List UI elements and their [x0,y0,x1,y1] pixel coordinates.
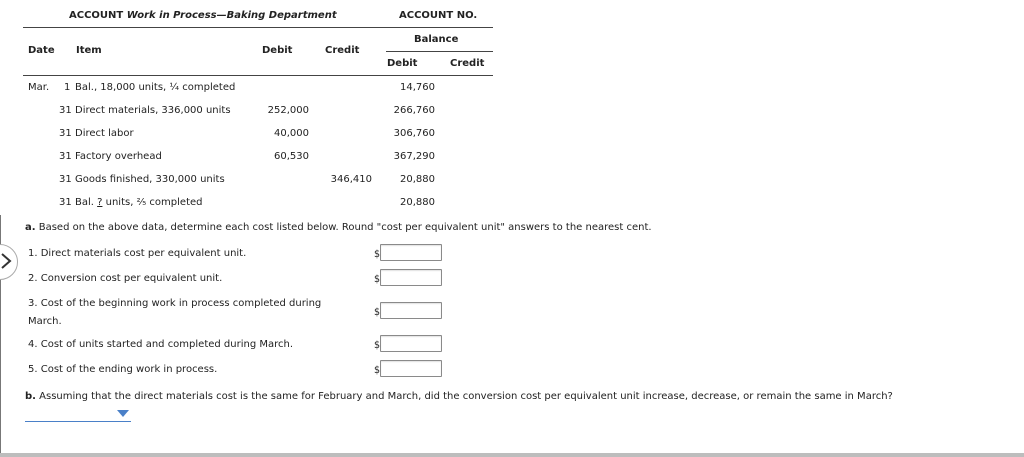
row-item: Bal. ? units, ⅖ completed [75,197,203,208]
debit-header: Debit [262,45,293,56]
units-question-link[interactable]: ? [97,197,103,208]
currency-symbol: $ [374,307,381,318]
question-3: 3. Cost of the beginning work in process completed during [28,298,322,309]
account-no-label: ACCOUNT NO. [399,10,478,21]
row-day: 1 [64,82,71,93]
row-credit: 346,410 [330,174,372,185]
balance-subheader-rule [386,51,493,52]
account-name: Work in Process—Baking Department [126,10,337,21]
balance-header: Balance [414,34,459,45]
row-balance-debit: 20,880 [400,197,435,208]
row-day: 31 [59,128,72,139]
account-label: ACCOUNT Work in Process—Baking Department [69,10,337,21]
row-day: 31 [59,174,72,185]
currency-symbol: $ [374,365,381,376]
question-4: 4. Cost of units started and completed during March. [28,339,294,350]
ending-wip-cost-input[interactable] [380,360,442,377]
ledger-top-rule [23,27,493,28]
conversion-cost-input[interactable] [380,269,442,286]
bottom-scrollbar[interactable] [0,453,1024,457]
row-item: Goods finished, 330,000 units [75,174,225,185]
row-day: 31 [59,151,72,162]
credit-header: Credit [325,45,360,56]
conversion-cost-change-select[interactable] [27,406,115,420]
row-day: 31 [59,197,72,208]
chevron-right-icon[interactable] [0,253,12,269]
balance-credit-header: Credit [450,58,485,69]
row-balance-debit: 306,760 [393,128,435,139]
caret-down-icon[interactable] [117,410,129,418]
currency-symbol: $ [374,274,381,285]
balance-debit-header: Debit [387,58,418,69]
currency-symbol: $ [374,249,381,260]
direct-materials-cost-input[interactable] [380,244,442,261]
beginning-wip-cost-input[interactable] [380,302,442,319]
row-item: Direct materials, 336,000 units [75,105,231,116]
part-a-instruction: a. Based on the above data, determine each cost listed below. Round "cost per equivalent unit" answers to the nearest cent. [25,222,652,233]
row-day: 31 [59,105,72,116]
question-2: 2. Conversion cost per equivalent unit. [28,273,223,284]
row-item: Direct labor [75,128,134,139]
conversion-cost-change-select-underline[interactable] [25,421,131,422]
row-item: Bal., 18,000 units, ¼ completed [75,82,236,93]
part-b-question: b. Assuming that the direct materials cost is the same for February and March, did the conversion cost per equivalent unit increase, decrease, or remain the same in March? [25,391,893,402]
question-5: 5. Cost of the ending work in process. [28,364,218,375]
ledger-header-rule [23,75,493,76]
row-balance-debit: 266,760 [393,105,435,116]
row-balance-debit: 20,880 [400,174,435,185]
started-completed-cost-input[interactable] [380,335,442,352]
row-balance-debit: 14,760 [400,82,435,93]
row-debit: 252,000 [267,105,309,116]
row-month: Mar. [28,82,50,93]
date-header: Date [28,45,55,56]
question-3-continued: March. [28,316,62,327]
row-item: Factory overhead [75,151,162,162]
row-debit: 60,530 [274,151,309,162]
item-header: Item [76,45,102,56]
row-balance-debit: 367,290 [393,151,435,162]
row-debit: 40,000 [274,128,309,139]
currency-symbol: $ [374,340,381,351]
question-1: 1. Direct materials cost per equivalent unit. [28,248,247,259]
